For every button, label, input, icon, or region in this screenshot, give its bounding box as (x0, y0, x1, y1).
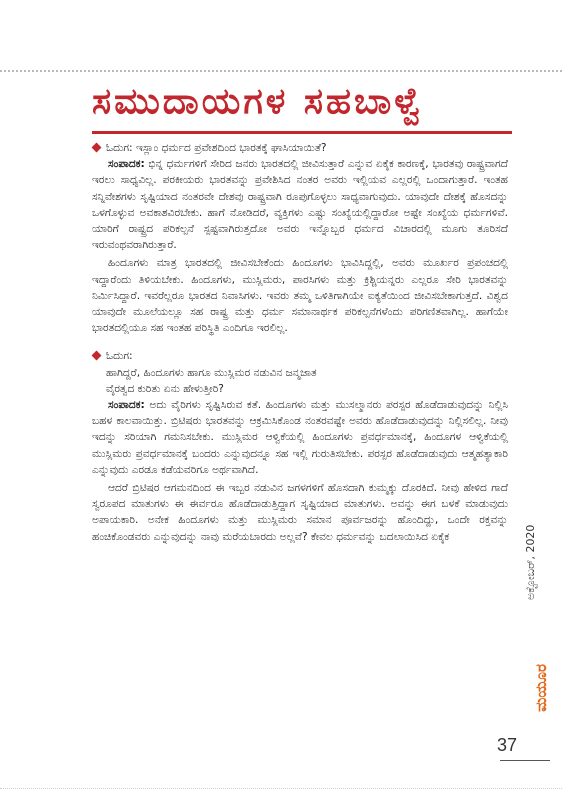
answer-2-paragraph-2: ಆದರೆ ಬ್ರಿಟಿಷರ ಆಗಮನದಿಂದ ಈ ಇಬ್ಬರ ನಡುವಿನ ಜಗಳಗಳಿಗೆ ಹೊಸದಾಗಿ ಕುಮ್ಮಕ್ಕು ದೊರಕಿದೆ. ನೀವು ಹೇಳಿದ ಗಾದೆ ಸ್ವರೂಪದ ಮಾತುಗಳು ಈ ಈರ್ವರೂ ಹೊಡೆದಾಡುತ್ತಿದ್ದಾಗ ಸೃಷ್ಟಿಯಾದ ಮಾತುಗಳು. ಅವನ್ನು ಈಗ ಬಳಕೆ ಮಾಡುವುದು ಅಪಾಯಕಾರಿ. ಅನೇಕ ಹಿಂದೂಗಳು ಮತ್ತು ಮುಸ್ಲಿಮರು ಸಮಾನ ಪೂರ್ವಜರನ್ನು ಹೊಂದಿದ್ದು, ಒಂದೇ ರಕ್ತವನ್ನು ಹಂಚಿಕೊಂಡವರು ಎನ್ನುವುದನ್ನು ನಾವು ಮರೆಯಬಾರದು ಅಲ್ಲವೆ? ಕೇವಲ ಧರ್ಮವನ್ನು ಬದಲಾಯಿಸಿದ ಏಕೈಕ (92, 482, 508, 543)
answer-label: ಸಂಪಾದಕ: (108, 158, 145, 171)
question-1 (92, 140, 508, 156)
answer-2-paragraph-1 (92, 397, 508, 478)
issue-date: ಅಕ್ಟೋಬರ್, 2020 (524, 524, 537, 600)
question-label: ಓದುಗ: (106, 350, 133, 363)
answer-label: ಸಂಪಾದಕ: (108, 399, 145, 412)
article-title: ಸಮುದಾಯಗಳ ಸಹಬಾಳ್ವೆ (92, 81, 425, 122)
answer-1-paragraph-2: ಹಿಂದೂಗಳು ಮಾತ್ರ ಭಾರತದಲ್ಲಿ ಜೀವಿಸಬೇಕೆಂದು ಹಿಂದೂಗಳು ಭಾವಿಸಿದ್ದಲ್ಲಿ, ಅವರು ಮೂರ್ಖರ ಪ್ರಪಂಚದಲ್ಲಿ ಇದ್ದಾರೆಂದು ತಿಳಿಯಬೇಕು. ಹಿಂದೂಗಳು, ಮುಸ್ಲಿಮರು, ಪಾರಸಿಗಳು ಮತ್ತು ಕ್ರಿಶ್ಚಿಯನ್ನರು ಎಲ್ಲರೂ ಸೇರಿ ಭಾರತವನ್ನು ನಿರ್ಮಿಸಿದ್ದಾರೆ. ಇವರೆಲ್ಲರೂ ಭಾರತದ ನಿವಾಸಿಗಳು. ಇವರು ತಮ್ಮ ಒಳಿತಿಗಾಗಿಯೇ ಐಕ್ಯತೆಯಿಂದ ಜೀವಿಸಬೇಕಾಗುತ್ತದೆ. ವಿಶ್ವದ ಯಾವುದೇ ಮೂಲೆಯಲ್ಲೂ ಸಹ ರಾಷ್ಟ್ರ ಮತ್ತು ಧರ್ಮ ಸಮಾನಾರ್ಥಕ ಪರಿಕಲ್ಪನೆಗಳೆಂದು ಪರಿಗಣಿತವಾಗಿಲ್ಲ. ಹಾಗೆಯೇ ಭಾರತದಲ್ಲಿಯೂ ಸಹ ಇಂತಹ ಪರಿಸ್ಥಿತಿ ಎಂದಿಗೂ ಇರಲಿಲ್ಲ. (92, 257, 508, 335)
bottom-dotted-divider (0, 788, 562, 789)
logo-text: ಮಯೂರ (532, 664, 550, 712)
question-label: ಓದುಗ: (106, 142, 133, 154)
top-dotted-divider (0, 70, 562, 72)
question-text: ಇಸ್ಲಾಂ ಧರ್ಮದ ಪ್ರವೇಶದಿಂದ ಭಾರತಕ್ಕೆ ಘಾಸಿಯಾಯಿತೆ? (136, 142, 327, 154)
diamond-bullet-icon (92, 143, 102, 153)
answer-text: ಅದು ವೈರಿಗಳು ಸೃಷ್ಟಿಸಿರುವ ಕತೆ. ಹಿಂದೂಗಳು ಮತ್ತು ಮುಸಲ್ಮಾನರು ಪರಸ್ಪರ ಹೊಡೆದಾಡುವುದನ್ನು ನಿಲ್ಲಿಸಿ ಬಹಳ ಕಾಲವಾಯಿತ್ತು. ಬ್ರಿಟಿಷರು ಭಾರತವನ್ನು ಆಕ್ರಮಿಸಿಕೊಂಡ ನಂತರವಷ್ಟೇ ಅವರು ಹೊಡೆದಾಡುವುದನ್ನು ನಿಲ್ಲಿಸಲಿಲ್ಲ. ನೀವು ಇದನ್ನು ಸರಿಯಾಗಿ ಗಮನಿಸಬೇಕು. ಮುಸ್ಲಿಮರ ಆಳ್ವಿಕೆಯಲ್ಲಿ ಹಿಂದೂಗಳು ಪ್ರವರ್ಧಮಾನಕ್ಕೆ, ಹಿಂದೂಗಳ ಆಳ್ವಿಕೆಯಲ್ಲಿ ಮುಸ್ಲಿಮರು ಪ್ರವರ್ಧಮಾನಕ್ಕೆ ಬಂದರು ಎನ್ನುವುದನ್ನೂ ಸಹ ಇಲ್ಲಿ ಗುರುತಿಸಬೇಕು. ಪರಸ್ಪರ ಹೊಡೆದಾಡುವುದು ಆತ್ಮಹತ್ಯಾಕಾರಿ ಎನ್ನುವುದು ಎರಡೂ ಕಡೆಯವರಿಗೂ ಅರ್ಥವಾಗಿದೆ. (92, 399, 508, 476)
page-number-rule (500, 760, 550, 761)
question-text-line-1: ಹಾಗಿದ್ದರೆ, ಹಿಂದೂಗಳು ಹಾಗೂ ಮುಸ್ಲಿಮರ ನಡುವಿನ ಜನ್ಮಜಾತ (106, 366, 317, 379)
question-2 (92, 348, 508, 397)
diamond-bullet-icon (92, 351, 102, 361)
answer-1-paragraph-1 (92, 156, 508, 253)
title-underline (92, 131, 512, 134)
question-text-line-2: ವೈರತ್ವದ ಕುರಿತು ಏನು ಹೇಳುತ್ತೀರಿ? (106, 382, 224, 395)
article-body (92, 136, 508, 545)
answer-text: ಭಿನ್ನ ಧರ್ಮಗಳಿಗೆ ಸೇರಿದ ಜನರು ಭಾರತದಲ್ಲಿ ಜೀವಿಸುತ್ತಾರೆ ಎನ್ನುವ ಏಕೈಕ ಕಾರಣಕ್ಕೆ, ಭಾರತವು ರಾಷ್ಟ್ರವಾಗದೆ ಇರಲು ಸಾಧ್ಯವಿಲ್ಲ. ಪರಕೀಯರು ಭಾರತವನ್ನು ಪ್ರವೇಶಿಸಿದ ನಂತರ ಅವರು ಇಲ್ಲಿಯವ ಎಲ್ಲರಲ್ಲಿ ಒಂದಾಗುತ್ತಾರೆ. ಇಂತಹ ಸನ್ನಿವೇಶಗಳು ಸೃಷ್ಟಿಯಾದ ನಂತರವೇ ದೇಶವು ರಾಷ್ಟ್ರವಾಗಿ ರೂಪುಗೊಳ್ಳಲು ಸಾಧ್ಯವಾಗುವುದು. ಯಾವುದೇ ದೇಶಕ್ಕೆ ಹೊಸದನ್ನು ಒಳಗೊಳ್ಳುವ ಅವಕಾಶವಿರಬೇಕು. ಹಾಗೆ ನೋಡಿದರೆ, ವ್ಯಕ್ತಿಗಳು ಎಷ್ಟು ಸಂಖ್ಯೆಯಲ್ಲಿದ್ದಾರೋ ಅಷ್ಟೇ ಸಂಖ್ಯೆಯ ಧರ್ಮಗಳಿವೆ. ಯಾರಿಗೆ ರಾಷ್ಟ್ರದ ಪರಿಕಲ್ಪನೆ ಸ್ಪಷ್ಟವಾಗಿರುತ್ತದೋ ಅವರು ಇನ್ನೊಬ್ಬರ ಧರ್ಮದ ವಿಚಾರದಲ್ಲಿ ಮೂಗು ತೂರಿಸದೆ ಇರುವಂಥವರಾಗಿರುತ್ತಾರೆ. (92, 158, 509, 252)
page-number: 37 (497, 735, 518, 755)
magazine-logo (530, 658, 552, 718)
